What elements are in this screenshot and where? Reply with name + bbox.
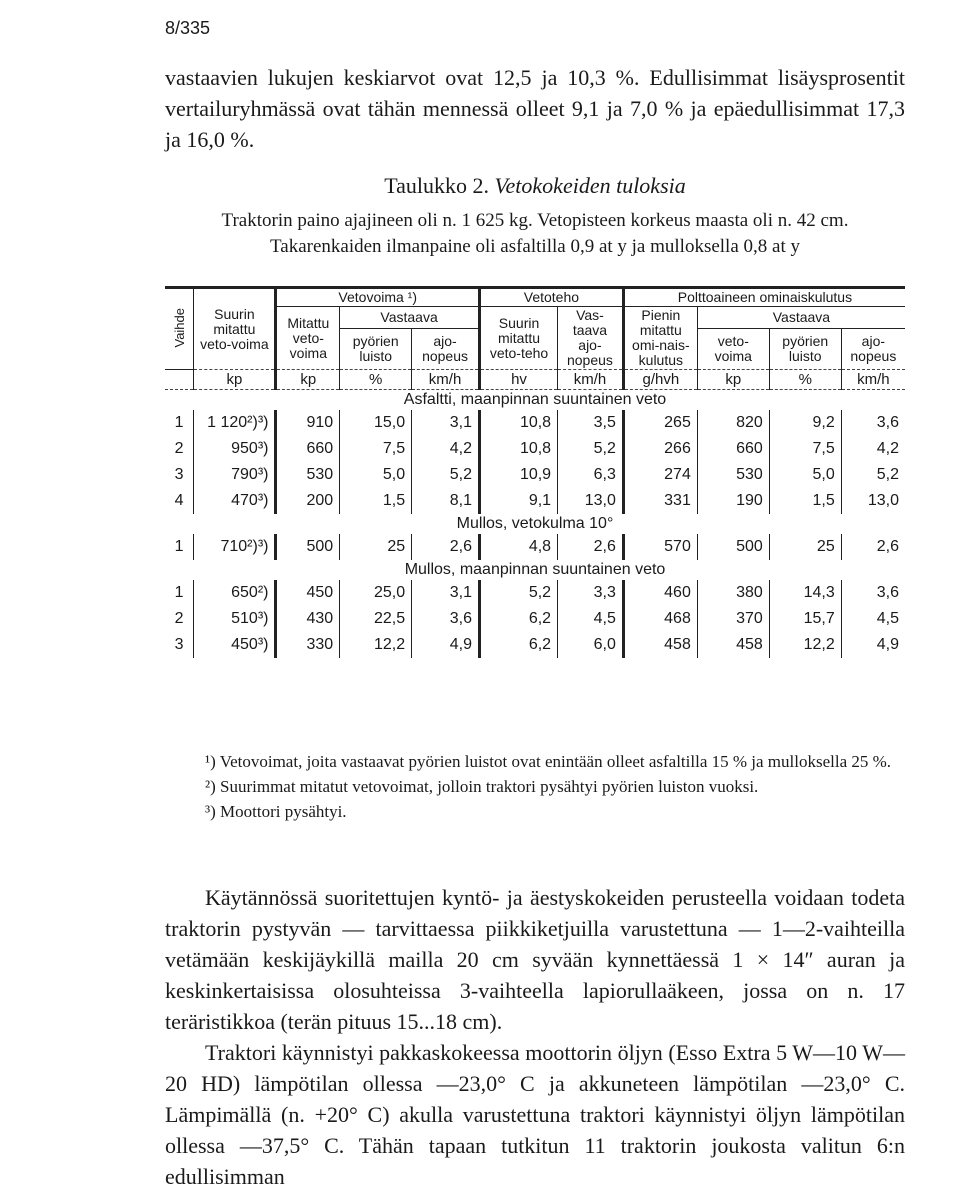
table-cell: 331 (623, 488, 697, 514)
table-row (165, 534, 905, 560)
table-row (165, 580, 905, 606)
col-mitattu-vetovoima: Mitattu veto-voima (276, 307, 340, 370)
table-cell: 190 (697, 488, 769, 514)
unit-cell: % (769, 370, 841, 390)
table-cell: 330 (276, 632, 340, 658)
table-cell: 460 (623, 580, 697, 606)
table-cell: 8,1 (412, 488, 480, 514)
table-cell: 3,1 (412, 410, 480, 436)
table-cell: 530 (697, 462, 769, 488)
table-cell: 3,6 (841, 410, 905, 436)
footnotes (165, 750, 905, 825)
table-cell: 25 (340, 534, 412, 560)
table-cell: 25 (769, 534, 841, 560)
col-ajonopeus2: ajo-nopeus (841, 329, 905, 370)
table-cell: 22,5 (340, 606, 412, 632)
table-cell: 660 (697, 436, 769, 462)
table-cell: 950³) (194, 436, 276, 462)
table-cell: 265 (623, 410, 697, 436)
table-cell: 4,5 (558, 606, 624, 632)
table-cell: 10,8 (479, 436, 557, 462)
unit-cell: km/h (412, 370, 480, 390)
table-cell: 12,2 (769, 632, 841, 658)
table-cell: 370 (697, 606, 769, 632)
table-cell: 274 (623, 462, 697, 488)
table-cell: 430 (276, 606, 340, 632)
unit-cell: hv (479, 370, 557, 390)
table-cell: 9,2 (769, 410, 841, 436)
table-caption (165, 170, 905, 201)
table-cell: 2 (174, 440, 184, 457)
col-suurin-vetoteho: Suurin mitattu veto-teho (479, 307, 557, 370)
table-cell: 450 (276, 580, 340, 606)
table-cell: 4,2 (412, 436, 480, 462)
footnote-1: ¹) Vetovoimat, joita vastaavat pyörien luistot ovat enintään olleet asfaltilla 15 % ja mulloksella 25 %. (205, 752, 892, 771)
table-cell: 458 (697, 632, 769, 658)
table-title: Vetokokeiden tuloksia (494, 173, 686, 198)
table-cell: 6,2 (479, 632, 557, 658)
table-cell: 4,9 (841, 632, 905, 658)
intro-text: vastaavien lukujen keskiarvot ovat 12,5 ja 10,3 %. Edullisimmat lisäysprosentit vertailuryhmässä ovat tähän mennessä olleet 9,1 ja 7,0 % ja epäedullisimmat 17,3 ja 16,0 %. (165, 65, 905, 152)
units-row (165, 370, 905, 390)
table-cell: 13,0 (558, 488, 624, 514)
table-cell: 7,5 (340, 436, 412, 462)
table-cell: 10,8 (479, 410, 557, 436)
table-cell: 266 (623, 436, 697, 462)
unit-cell: g/hvh (623, 370, 697, 390)
table-cell: 6,0 (558, 632, 624, 658)
section-header (165, 560, 905, 580)
table-cell: 450³) (194, 632, 276, 658)
table-row (165, 488, 905, 514)
footnote-3: ³) Moottori pysähtyi. (205, 802, 347, 821)
table-cell: 4,8 (479, 534, 557, 560)
table-cell: 820 (697, 410, 769, 436)
table-row (165, 606, 905, 632)
table-note: Traktorin paino ajajineen oli n. 1 625 kg. Vetopisteen korkeus maasta oli n. 42 cm. Takarenkaiden ilmanpaine oli asfaltilla 0,9 at y ja mulloksella 0,8 at y (221, 210, 849, 257)
footnote-2: ²) Suurimmat mitatut vetovoimat, jolloin traktori pysähtyi pyörien luiston vuoksi. (205, 777, 759, 796)
table-cell: 14,3 (769, 580, 841, 606)
section-header (165, 390, 905, 411)
table-cell: 1,5 (340, 488, 412, 514)
table-label: Taulukko 2. (384, 173, 490, 198)
table-cell: 5,2 (558, 436, 624, 462)
table-cell: 2,6 (412, 534, 480, 560)
col-vastaava: Vastaava (340, 307, 480, 329)
table-cell: 468 (623, 606, 697, 632)
table-cell: 380 (697, 580, 769, 606)
group-polttoaine: Polttoaineen ominaiskulutus (623, 288, 905, 307)
table-cell: 6,2 (479, 606, 557, 632)
table-cell: 1,5 (769, 488, 841, 514)
table-cell: 25,0 (340, 580, 412, 606)
table-cell: 15,7 (769, 606, 841, 632)
table-cell: 13,0 (841, 488, 905, 514)
col-vastaava-ajonopeus: Vas-taava ajo-nopeus (558, 307, 624, 370)
body-paragraph-2: Traktori käynnistyi pakkaskokeessa moottorin öljyn (Esso Extra 5 W—10 W—20 HD) lämpötilan ollessa —23,0° C ja akkuneteen lämpötilan —23,0° C. Lämpimällä (n. +20° C) akulla varustettuna traktori käynnistyi öljyn lämpötilan ollessa —37,5° C. Tähän tapaan tutkitun 11 traktorin joukosta valitun 6:n edullisimman (165, 1040, 905, 1189)
table-row (165, 632, 905, 658)
results-table (165, 286, 905, 746)
col-vetovoima2: veto-voima (697, 329, 769, 370)
table-cell: 3 (174, 636, 184, 653)
table-cell: 1 (174, 584, 184, 601)
table-cell: 4,9 (412, 632, 480, 658)
col-vaihde: Vaihde (171, 307, 187, 348)
table-cell: 3,5 (558, 410, 624, 436)
table-cell: 2,6 (558, 534, 624, 560)
page-number: 8/335 (165, 18, 211, 38)
table-cell: 660 (276, 436, 340, 462)
table-cell: 10,9 (479, 462, 557, 488)
table-cell: 5,2 (479, 580, 557, 606)
unit-cell: % (340, 370, 412, 390)
table-cell: 3,6 (412, 606, 480, 632)
table-row (165, 462, 905, 488)
col-pyorien-luisto2: pyörien luisto (769, 329, 841, 370)
table-cell: 458 (623, 632, 697, 658)
col-pyorien-luisto: pyörien luisto (340, 329, 412, 370)
unit-cell: kp (194, 370, 276, 390)
table-cell: 6,3 (558, 462, 624, 488)
table-cell: 5,0 (340, 462, 412, 488)
section-title: Asfaltti, maanpinnan suuntainen veto (403, 391, 667, 408)
table-cell: 710²)³) (194, 534, 276, 560)
table-cell: 650²) (194, 580, 276, 606)
table-cell: 7,5 (769, 436, 841, 462)
table-cell: 470³) (194, 488, 276, 514)
col-ajonopeus: ajo-nopeus (412, 329, 480, 370)
col-vastaava2: Vastaava (697, 307, 905, 329)
table-cell: 9,1 (479, 488, 557, 514)
table-cell: 15,0 (340, 410, 412, 436)
table-cell: 500 (276, 534, 340, 560)
table-cell: 2 (174, 610, 184, 627)
table-cell: 4 (174, 492, 184, 509)
table-cell: 510³) (194, 606, 276, 632)
table-cell: 3,6 (841, 580, 905, 606)
table-cell: 530 (276, 462, 340, 488)
unit-cell: km/h (841, 370, 905, 390)
unit-cell: kp (276, 370, 340, 390)
table-cell: 5,2 (841, 462, 905, 488)
table-cell: 3 (174, 466, 184, 483)
table-cell: 1 (174, 414, 184, 431)
section-title: Mullos, maanpinnan suuntainen veto (404, 561, 666, 578)
table-cell: 1 120²)³) (194, 410, 276, 436)
table-cell: 200 (276, 488, 340, 514)
table-cell: 3,1 (412, 580, 480, 606)
unit-cell: km/h (558, 370, 624, 390)
table-row (165, 436, 905, 462)
body-text (165, 882, 905, 1192)
body-paragraph-1: Käytännössä suoritettujen kyntö- ja äestyskokeiden perusteella voidaan todeta traktorin pystyvän — tarvittaessa piikkiketjuilla varustettuna — 1—2-vaihteilla vetämään keskijäykillä mailla 20 cm syvään kynnettäessä 1 × 14″ auran ja keskinkertaisissa olosuhteissa 3-vaihteella lapiorullaäkeen, jossa on n. 17 teräristikkoa (terän pituus 15...18 cm). (165, 885, 905, 1034)
table-row (165, 410, 905, 436)
col-suurin-vetovoima: Suurin mitattu veto-voima (194, 288, 276, 370)
unit-cell: kp (697, 370, 769, 390)
table-cell: 4,5 (841, 606, 905, 632)
table-cell: 1 (174, 538, 184, 555)
table-cell: 500 (697, 534, 769, 560)
table-cell: 3,3 (558, 580, 624, 606)
table-cell: 12,2 (340, 632, 412, 658)
table-cell: 4,2 (841, 436, 905, 462)
intro-paragraph (165, 62, 905, 155)
section-title: Mullos, vetokulma 10° (456, 515, 614, 532)
col-pienin-kulutus: Pienin mitattu omi-nais-kulutus (623, 307, 697, 370)
table-cell: 5,2 (412, 462, 480, 488)
group-vetoteho: Vetoteho (479, 288, 623, 307)
table-cell: 570 (623, 534, 697, 560)
table-cell: 790³) (194, 462, 276, 488)
table-cell: 2,6 (841, 534, 905, 560)
section-header (165, 514, 905, 534)
table-cell: 5,0 (769, 462, 841, 488)
group-vetovoima: Vetovoima ¹) (276, 288, 479, 307)
table-cell: 910 (276, 410, 340, 436)
